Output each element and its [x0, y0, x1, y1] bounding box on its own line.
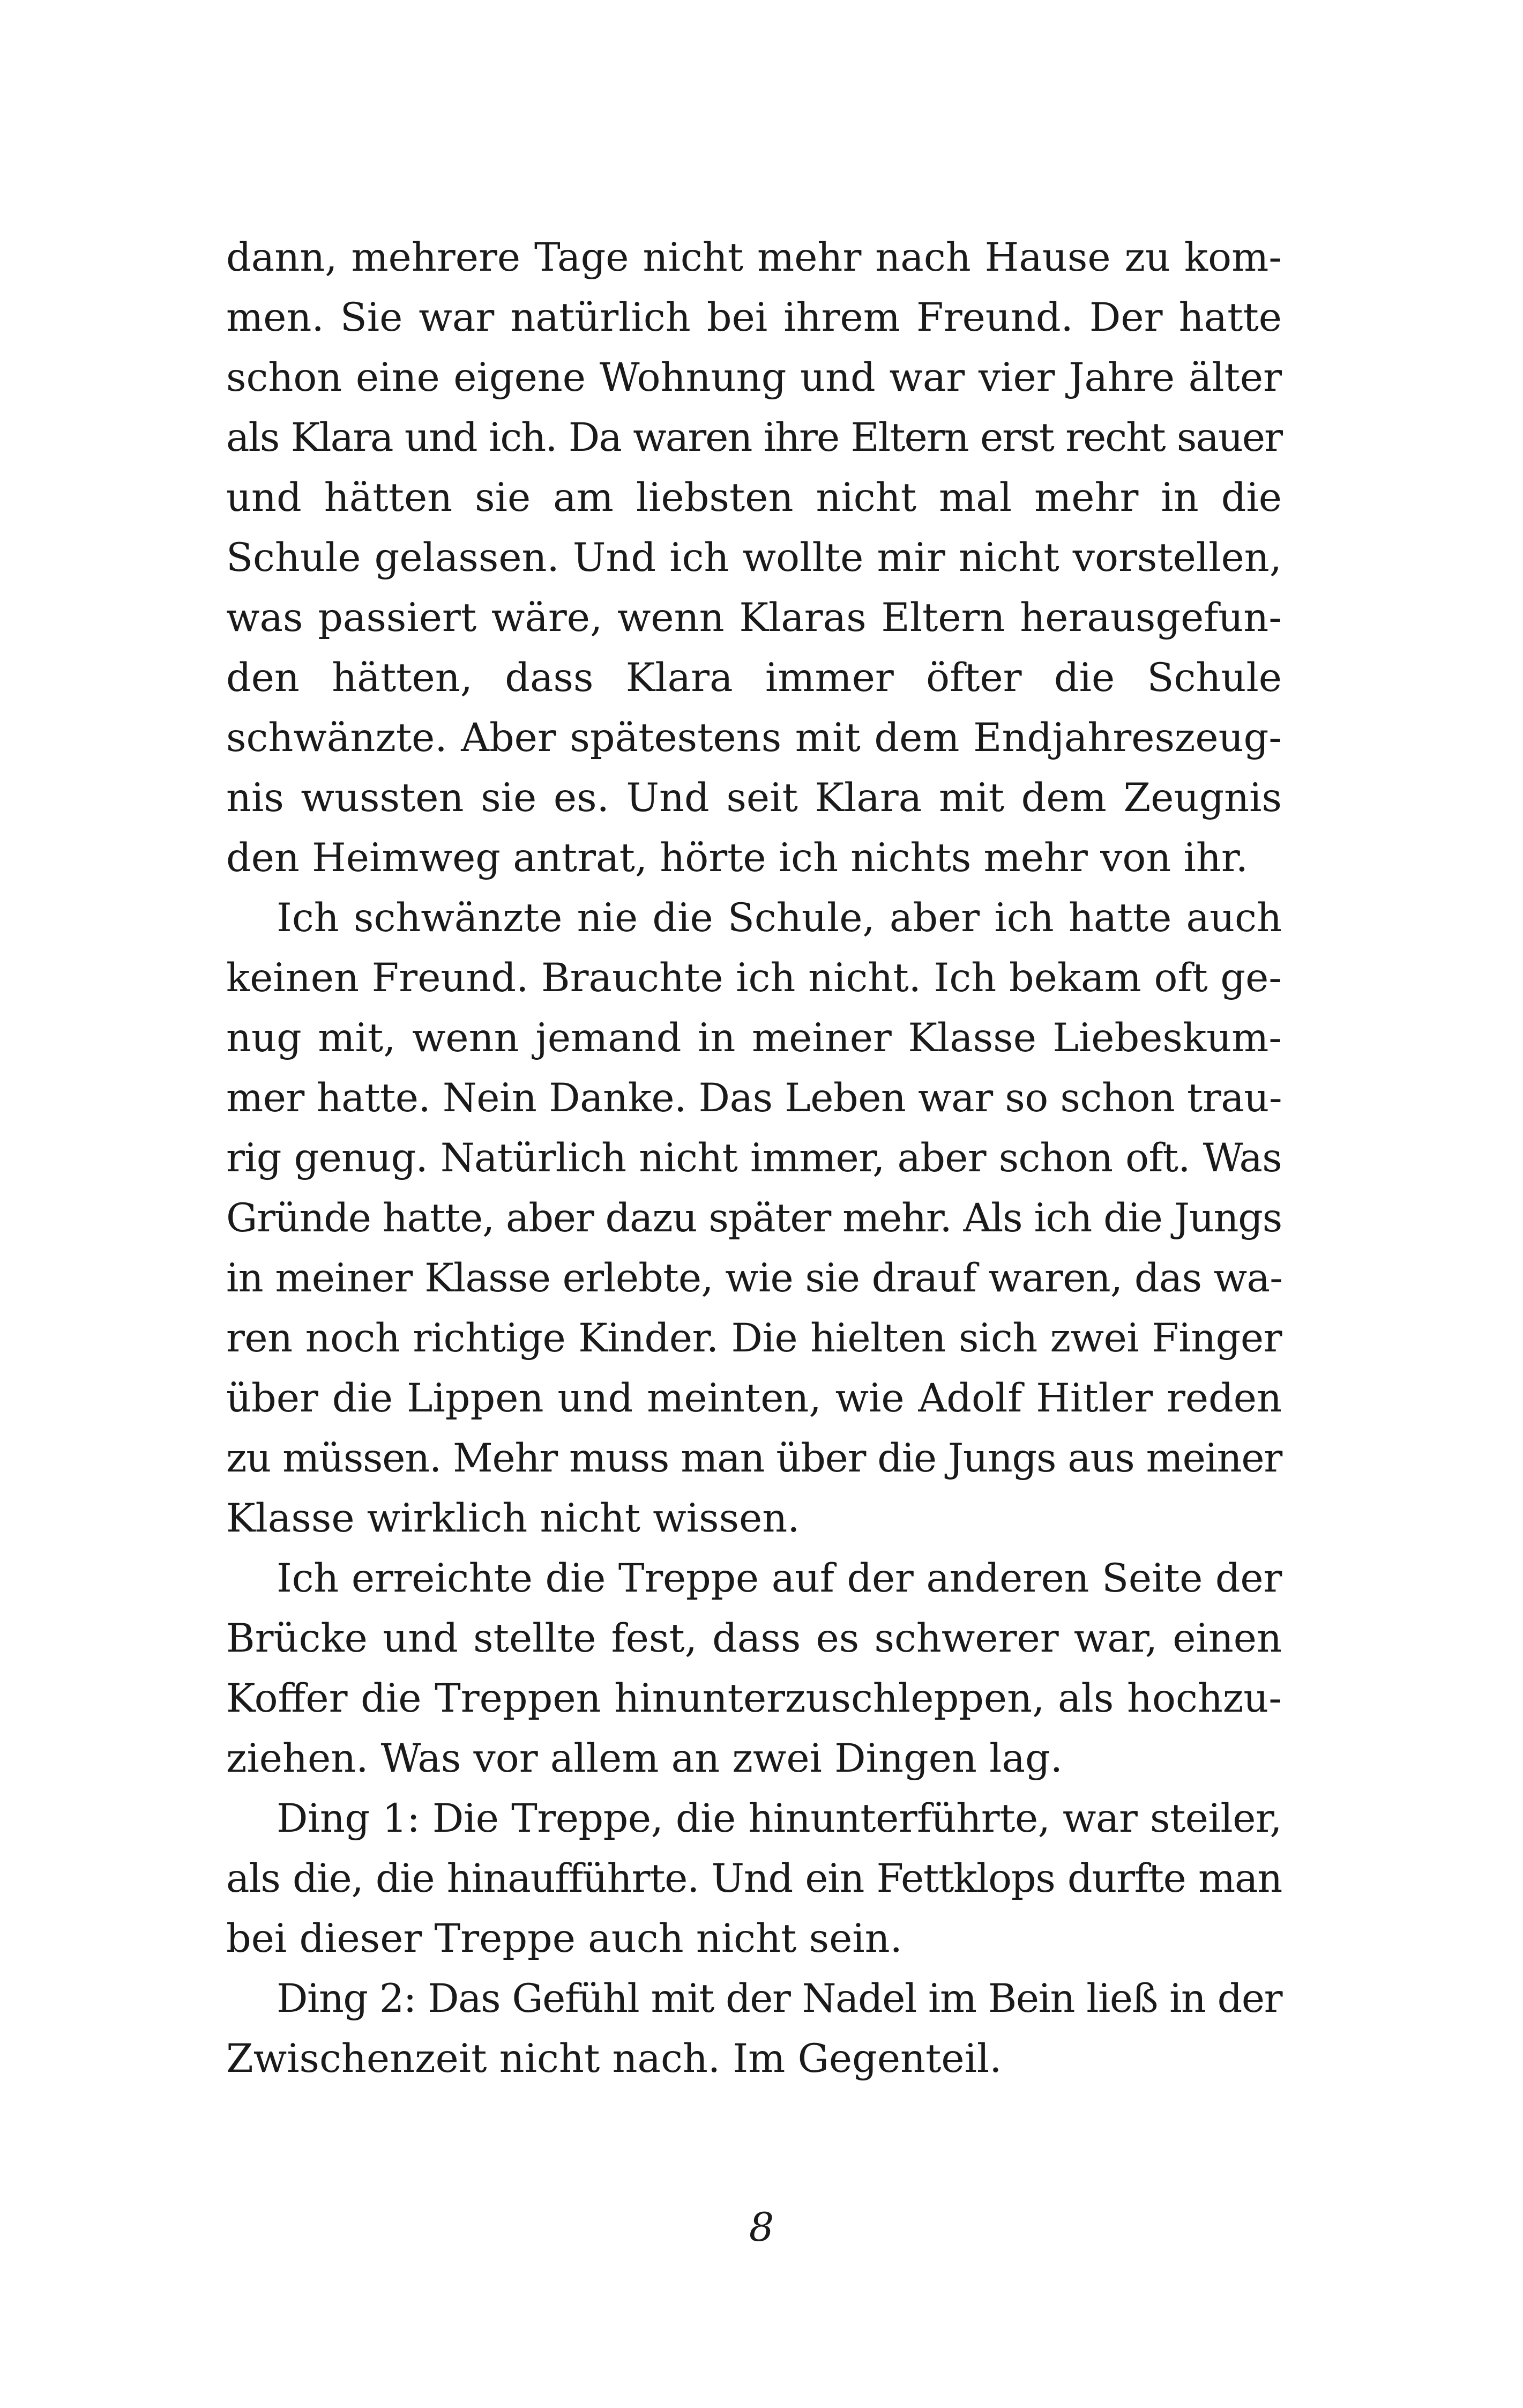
- text-line: men. Sie war natürlich bei ihrem Freund. Der hatte: [226, 295, 1282, 340]
- text-line: Ding 1: Die Treppe, die hinunterführte, war steiler,: [277, 1796, 1282, 1841]
- text-line: zu müssen. Mehr muss man über die Jungs aus meiner: [226, 1436, 1282, 1481]
- text-line: über die Lippen und meinten, wie Adolf Hitler reden: [226, 1376, 1282, 1421]
- text-line: was passiert wäre, wenn Klaras Eltern herausgefun-: [226, 595, 1282, 641]
- text-line: rig genug. Natürlich nicht immer, aber schon oft. Was: [226, 1135, 1282, 1181]
- text-line: und hätten sie am liebsten nicht mal mehr in die: [226, 475, 1282, 521]
- text-line: keinen Freund. Brauchte ich nicht. Ich bekam oft ge-: [226, 955, 1282, 1001]
- text-line: Ding 2: Das Gefühl mit der Nadel im Bein ließ in der: [277, 1976, 1282, 2021]
- page-number: 8: [749, 2205, 774, 2250]
- text-line: als Klara und ich. Da waren ihre Eltern erst recht sauer: [226, 415, 1282, 460]
- text-line: ziehen. Was vor allem an zwei Dingen lag.: [226, 1736, 1063, 1781]
- paragraph: [226, 1549, 1282, 1789]
- text-line: in meiner Klasse erlebte, wie sie drauf waren, das wa-: [226, 1255, 1283, 1301]
- text-line: bei dieser Treppe auch nicht sein.: [226, 1916, 902, 1961]
- paragraph: [226, 1969, 1282, 2089]
- text-line: Klasse wirklich nicht wissen.: [226, 1496, 800, 1541]
- text-line: Gründe hatte, aber dazu später mehr. Als ich die Jungs: [226, 1195, 1282, 1241]
- text-line: nug mit, wenn jemand in meiner Klasse Liebeskum-: [226, 1015, 1282, 1061]
- text-line: Ich erreichte die Treppe auf der anderen Seite der: [277, 1556, 1282, 1601]
- text-line: dann, mehrere Tage nicht mehr nach Hause zu kom-: [226, 235, 1282, 280]
- text-line: schwänzte. Aber spätestens mit dem Endjahreszeug-: [226, 715, 1282, 761]
- text-line: Brücke und stellte fest, dass es schwerer war, einen: [226, 1616, 1282, 1661]
- text-line: Ich schwänzte nie die Schule, aber ich hatte auch: [277, 895, 1282, 941]
- text-line: nis wussten sie es. Und seit Klara mit dem Zeugnis: [226, 775, 1282, 821]
- paragraph: [226, 228, 1282, 888]
- text-line: Zwischenzeit nicht nach. Im Gegenteil.: [226, 2036, 1002, 2082]
- text-line: mer hatte. Nein Danke. Das Leben war so schon trau-: [226, 1075, 1282, 1121]
- book-page-text: [226, 228, 1282, 2089]
- text-line: schon eine eigene Wohnung und war vier Jahre älter: [226, 355, 1282, 400]
- text-line: den hätten, dass Klara immer öfter die Schule: [226, 655, 1282, 701]
- text-line: ren noch richtige Kinder. Die hielten sich zwei Finger: [226, 1316, 1282, 1361]
- paragraph: [226, 1789, 1282, 1969]
- paragraph: [226, 888, 1282, 1549]
- text-line: Koffer die Treppen hinunterzuschleppen, als hochzu-: [226, 1676, 1282, 1721]
- text-line: Schule gelassen. Und ich wollte mir nicht vorstellen,: [226, 535, 1282, 581]
- text-line: den Heimweg antrat, hörte ich nichts mehr von ihr.: [226, 835, 1248, 881]
- text-line: als die, die hinaufführte. Und ein Fettklops durfte man: [226, 1856, 1282, 1901]
